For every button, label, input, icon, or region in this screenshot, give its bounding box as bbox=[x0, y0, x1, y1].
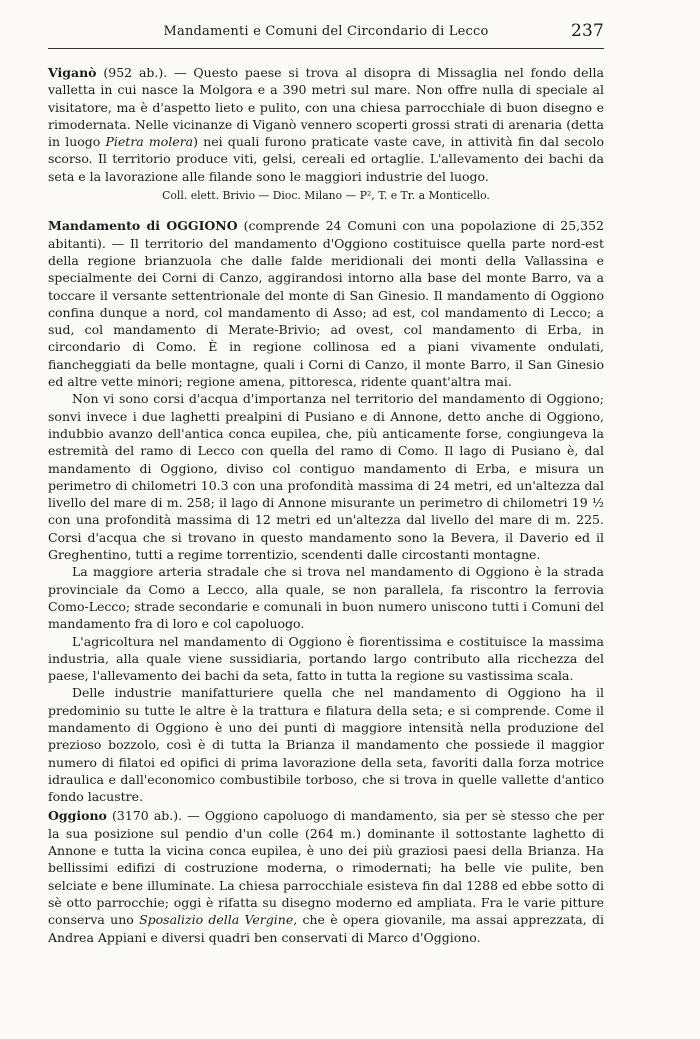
vigano-heading: Viganò bbox=[48, 65, 97, 80]
mandamento-paragraph-1 bbox=[48, 217, 604, 390]
mandamento-paragraph-2: Non vi sono corsi d'acqua d'importanza nel territorio del mandamento di Oggiono; sonvi invece i due laghetti prealpini di Pusiano e di Annone, detto anche di Oggiono, indubbio avanzo dell'antica conca eupilea, che, più anticamente forse, congiungeva la estremità del ramo di Lecco con quella del ramo di Como. Il lago di Pusiano è, dal mandamento di Oggiono, diviso col contiguo mandamento di Erba, e misura un perimetro di chilometri 10.3 con una profondità massima di 24 metri, ed un'altezza dal livello del mare di m. 258; il lago di Annone misurante un perimetro di chilometri 19 ½ con una profondità massima di 12 metri ed un'altezza dal livello del mare di m. 225. Corsi d'acqua che si trovano in questo mandamento sono la Bevera, il Daverio ed il Greghentino, tutti a regime torrentizio, scendenti dalle circostanti montagne. bbox=[48, 391, 604, 563]
vigano-text-after: ) nei quali furono praticate vaste cave, in attività fin dal secolo scorso. Il territorio produce viti, gelsi, cereali ed ortaglie. L'allevamento dei bachi da seta e la lavorazione alle filande sono le maggiori industrie del luogo. bbox=[48, 134, 604, 184]
oggiono-heading: Oggiono bbox=[48, 808, 107, 824]
running-title: Mandamenti e Comuni del Circondario di Lecco bbox=[163, 24, 489, 39]
page-number: 237 bbox=[570, 21, 604, 41]
vigano-term: Pietra molera bbox=[105, 134, 194, 150]
oggiono-text-after: , che è opera giovanile, ma assai apprezzata, di Andrea Appiani e diversi quadri ben conservati di Marco d'Oggiono. bbox=[48, 912, 605, 945]
running-header bbox=[48, 22, 604, 49]
vigano-paragraph bbox=[48, 64, 604, 185]
page-body bbox=[48, 64, 604, 946]
oggiono-text: (3170 ab.). — Oggiono capoluogo di mandamento, sia per sè stesso che per la sua posizione sul pendio d'un colle (264 m.) dominante il sottostante laghetto di Annone e tutta la vicina conca eupilea, è uno dei più graziosi paesi della Brianza. Ha bellissimi edifizi di costruzione moderna, o rimodernati; ha belle vie pulite, ben selciate e bene illuminate. La chiesa parrocchiale esisteva fin dal 1288 ed ebbe sotto di sè otto parrocchie; oggi è rifatta su disegno moderno ed ampliata. Fra le varie pitture conserva uno bbox=[48, 808, 604, 928]
mandamento-paragraph-4: L'agricoltura nel mandamento di Oggiono è fiorentissima e costituisce la massima industria, alla quale viene sussidiaria, portando largo contributo alla ricchezza del paese, l'allevamento dei bachi da seta, fatto in tutta la regione su vastissima scala. bbox=[48, 633, 604, 684]
mandamento-heading: Mandamento di OGGIONO bbox=[48, 218, 238, 234]
vigano-text: (952 ab.). — Questo paese si trova al disopra di Missaglia nel fondo della valletta in cui nasce la Molgora e a 390 metri sul mare. Non offre nulla di speciale al visitatore, ma è d'aspetto lieto e pulito, con una chiesa parrocchiale di buon disegno e rimodernata. Nelle vicinanze di Viganò vennero scoperti grossi strati di arenaria (detta in luogo bbox=[48, 65, 605, 150]
mandamento-text-1: (comprende 24 Comuni con una popolazione di 25,352 abitanti). — Il territorio del mandamento d'Oggiono costituisce quella parte nord-est della regione brianzuola che dalle falde meridionali dei monti della Vallassina e specialmente dei Corni di Canzo, aggirandosi intorno alla base del monte Barro, va a toccare il versante settentrionale del monte di San Ginesio. Il mandamento di Oggiono confina dunque a nord, col mandamento di Asso; ad est, col mandamento di Lecco; a sud, col mandamento di Merate-Brivio; ad ovest, col mandamento di Erba, in circondario di Como. È in regione collinosa ed a piani vivamente ondulati, fiancheggiati da belle montagne, quali i Corni di Canzo, il monte Barro, il San Ginesio ed altre vette minori; regione amena, pittoresca, ridente quant'altra mai. bbox=[48, 218, 604, 390]
oggiono-term: Sposalizio della Vergine bbox=[139, 912, 294, 928]
oggiono-paragraph bbox=[48, 807, 604, 945]
mandamento-paragraph-5: Delle industrie manifatturiere quella che nel mandamento di Oggiono ha il predominio su tutte le altre è la trattura e filatura della seta; e si comprende. Come il mandamento di Oggiono è uno dei punti di maggiore intensità nella produzione del prezioso bozzolo, così è di tutta la Brianza il mandamento che possiede il maggior numero di filatoi ed opifici di prima lavorazione della seta, favoriti dalla forza motrice idraulica e dall'economico combustibile torboso, che si trova in quelle vallette d'antico fondo lacustre. bbox=[48, 685, 604, 805]
mandamento-paragraph-3: La maggiore arteria stradale che si trova nel mandamento di Oggiono è la strada provinciale da Como a Lecco, alla quale, se non parallela, fa riscontro la ferrovia Como-Lecco; strade secondarie e comunali in buon numero uniscono tutti i Comuni del mandamento fra di loro e col capoluogo. bbox=[48, 564, 604, 632]
vigano-credit: Coll. elett. Brivio — Dioc. Milano — P², T. e Tr. a Monticello. bbox=[162, 189, 490, 203]
